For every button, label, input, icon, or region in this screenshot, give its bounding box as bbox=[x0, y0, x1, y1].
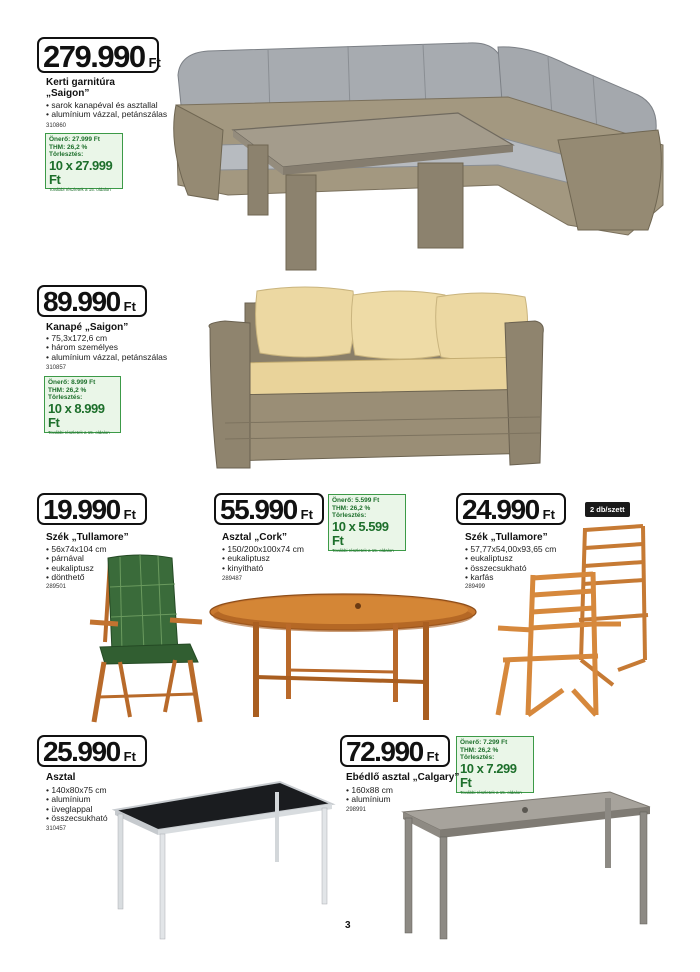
feature-item: • dönthető bbox=[46, 573, 107, 582]
credit-thm: THM: 26,2 % bbox=[460, 746, 499, 754]
feature-item: • párnával bbox=[46, 554, 107, 563]
feature-item: • 150/200x100x74 cm bbox=[222, 545, 304, 554]
price-amount: 89.990 bbox=[43, 286, 120, 317]
price-amount: 19.990 bbox=[43, 494, 120, 525]
price-amount: 279.990 bbox=[43, 39, 145, 74]
feature-item: • sarok kanapéval és asztallal bbox=[46, 101, 167, 110]
feature-item: • eukaliptusz bbox=[465, 554, 556, 563]
product-title: Szék „Tullamore” bbox=[46, 532, 129, 543]
credit-box bbox=[456, 736, 534, 793]
price-tag bbox=[214, 493, 324, 525]
credit-note: További részletek a 15. oldalon bbox=[49, 186, 111, 192]
price-currency: Ft bbox=[426, 749, 439, 764]
price-amount: 25.990 bbox=[43, 736, 120, 767]
feature-list bbox=[346, 786, 393, 805]
feature-item: • összecsukható bbox=[46, 814, 108, 823]
price-amount: 24.990 bbox=[462, 494, 539, 525]
feature-item: • 56x74x104 cm bbox=[46, 545, 107, 554]
feature-list bbox=[46, 786, 108, 824]
credit-thm: THM: 26,2 % bbox=[332, 504, 371, 512]
feature-item: • 57,77x54,00x93,65 cm bbox=[465, 545, 556, 554]
feature-item: • 140x80x75 cm bbox=[46, 786, 108, 795]
product-title: Ebédlő asztal „Calgary” bbox=[346, 772, 460, 783]
folding-chairs-image bbox=[493, 520, 658, 730]
product-title: Asztal „Cork” bbox=[222, 532, 288, 543]
product-title: Kanapé „Saigon” bbox=[46, 322, 129, 333]
page-number: 3 bbox=[345, 920, 351, 931]
price-currency: Ft bbox=[123, 749, 136, 764]
credit-note: További részletek a 15. oldalon bbox=[332, 547, 394, 553]
credit-torlesztes: Törlesztés: bbox=[332, 512, 367, 519]
feature-item: • alumínium vázzal, petánszálas bbox=[46, 110, 167, 119]
feature-item: • üveglappal bbox=[46, 805, 108, 814]
credit-box bbox=[328, 494, 406, 551]
credit-torlesztes: Törlesztés: bbox=[48, 394, 83, 401]
price-currency: Ft bbox=[300, 507, 313, 522]
credit-onero: Önerő: 27.999 Ft bbox=[49, 136, 100, 143]
product-code: 289487 bbox=[222, 576, 243, 582]
feature-item: • három személyes bbox=[46, 343, 167, 352]
price-currency: Ft bbox=[123, 507, 136, 522]
product-code: 289501 bbox=[46, 584, 67, 590]
feature-list bbox=[46, 334, 167, 362]
feature-item: • karfás bbox=[465, 573, 556, 582]
price-currency: Ft bbox=[148, 55, 161, 70]
feature-item: • 160x88 cm bbox=[346, 786, 393, 795]
product-title: Szék „Tullamore” bbox=[465, 532, 548, 543]
feature-item: • eukaliptusz bbox=[222, 554, 304, 563]
product-title: Kerti garnitúra „Saigon” bbox=[46, 77, 115, 99]
price-tag bbox=[37, 285, 147, 317]
price-amount: 55.990 bbox=[220, 494, 297, 525]
credit-installment: 10 x 27.999 Ft bbox=[49, 157, 113, 187]
price-tag bbox=[37, 37, 159, 73]
sofa-image bbox=[205, 283, 545, 483]
feature-item: • kinyitható bbox=[222, 564, 304, 573]
feature-list bbox=[46, 101, 167, 120]
glass-table-image bbox=[110, 782, 335, 942]
price-currency: Ft bbox=[123, 299, 136, 314]
credit-note: További részletek a 15. oldalon bbox=[48, 429, 110, 435]
feature-item: • alumínium vázzal, petánszálas bbox=[46, 353, 167, 362]
product-title: Asztal bbox=[46, 772, 76, 783]
credit-box bbox=[44, 376, 121, 433]
product-code: 298991 bbox=[346, 807, 367, 813]
feature-item: • alumínium bbox=[346, 795, 393, 804]
price-tag bbox=[37, 735, 147, 767]
credit-box bbox=[45, 133, 123, 192]
feature-item: • eukaliptusz bbox=[46, 564, 107, 573]
price-tag bbox=[340, 735, 450, 767]
credit-torlesztes: Törlesztés: bbox=[49, 151, 84, 158]
feature-list bbox=[222, 545, 304, 573]
price-amount: 72.990 bbox=[346, 736, 423, 767]
credit-thm: THM: 26,2 % bbox=[48, 386, 87, 394]
credit-thm: THM: 26,2 % bbox=[49, 143, 88, 151]
product-code: 289499 bbox=[465, 584, 486, 590]
feature-item: • 75,3x172,6 cm bbox=[46, 334, 167, 343]
feature-item: • alumínium bbox=[46, 795, 108, 804]
set-badge: 2 db/szett bbox=[585, 502, 630, 517]
cushioned-chair-image bbox=[90, 552, 210, 727]
garden-set-image bbox=[168, 35, 668, 275]
price-tag bbox=[37, 493, 147, 525]
price-currency: Ft bbox=[542, 507, 555, 522]
product-code: 310857 bbox=[46, 365, 67, 371]
credit-note: További részletek a 15. oldalon bbox=[460, 789, 522, 795]
credit-onero: Önerő: 7.299 Ft bbox=[460, 739, 508, 746]
feature-item: • összecsukható bbox=[465, 564, 556, 573]
oval-table-image bbox=[208, 592, 478, 727]
credit-onero: Önerő: 5.599 Ft bbox=[332, 497, 380, 504]
credit-installment: 10 x 7.299 Ft bbox=[460, 760, 517, 790]
credit-torlesztes: Törlesztés: bbox=[460, 754, 495, 761]
dining-table-image bbox=[400, 789, 655, 942]
credit-onero: Önerő: 8.999 Ft bbox=[48, 379, 96, 386]
credit-installment: 10 x 8.999 Ft bbox=[48, 400, 105, 430]
product-code: 310860 bbox=[46, 123, 67, 129]
product-code: 310457 bbox=[46, 826, 67, 832]
credit-installment: 10 x 5.599 Ft bbox=[332, 518, 389, 548]
